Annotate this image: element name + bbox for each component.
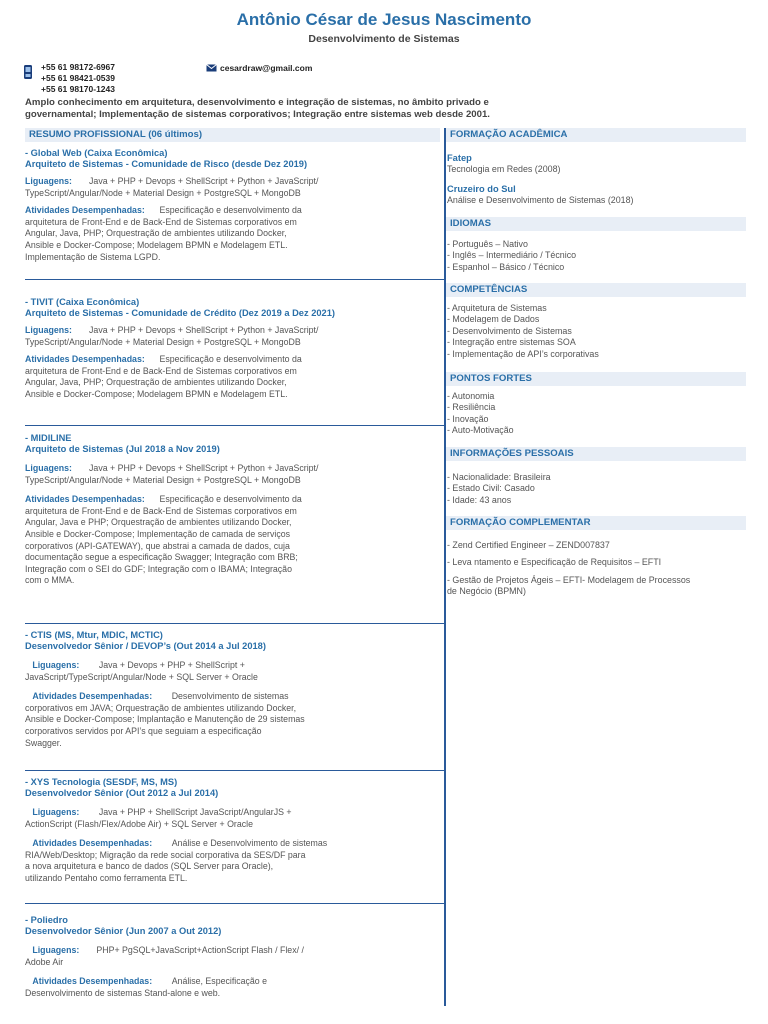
- job-company: - Poliedro: [25, 915, 68, 925]
- list-item: - Implementação de API’s corporativas: [447, 348, 599, 359]
- activities-text: Ansible e Docker-Compose; Modelagem BPMN e Modelagem ETL.: [25, 239, 288, 250]
- languages-text: Java + PHP + Devops + ShellScript + Python + JavaScript/: [89, 325, 319, 335]
- activities-text: Angular, Java e PHP; Orquestração de ambientes utilizando Docker,: [25, 517, 292, 528]
- section-header-skills: COMPETÊNCIAS: [446, 283, 746, 297]
- list-item: - Arquitetura de Sistemas: [447, 303, 547, 313]
- job-entry: [25, 148, 440, 263]
- phone-number: +55 61 98172-6967: [41, 62, 115, 72]
- candidate-subtitle: Desenvolvimento de Sistemas: [308, 33, 460, 45]
- list-item: - Espanhol – Básico / Técnico: [447, 261, 565, 272]
- list-item: - Idade: 43 anos: [447, 494, 512, 505]
- personal-info-list: [447, 472, 747, 506]
- complementary-list: [447, 540, 747, 598]
- list-item: - Gestão de Projetos Ágeis – EFTI- Modelagem de Processos de Negócio (BPMN): [447, 574, 691, 597]
- course-name: Análise e Desenvolvimento de Sistemas (2018): [447, 195, 634, 206]
- job-company: - CTIS (MS, Mtur, MDIC, MCTIC): [25, 630, 163, 640]
- languages-label: Liguagens:: [32, 945, 80, 955]
- candidate-name: Antônio César de Jesus Nascimento: [236, 10, 532, 29]
- activities-text: Análise e Desenvolvimento de sistemas: [171, 838, 328, 849]
- languages-label: Liguagens:: [25, 176, 72, 186]
- languages-text: JavaScript/TypeScript/Angular/Node + SQL Server + Oracle: [25, 671, 258, 682]
- activities-label: Atividades Desempenhadas:: [32, 838, 153, 849]
- activities-label: Atividades Desempenhadas:: [32, 691, 153, 702]
- list-item: - Inglês – Intermediário / Técnico: [447, 250, 577, 261]
- job-divider: [25, 623, 444, 624]
- course-name: Tecnologia em Redes (2008): [447, 164, 561, 175]
- strengths-list: [447, 391, 747, 437]
- activities-text: arquitetura de Front-End e de Back-End de Sistemas corporativos em: [25, 216, 297, 227]
- activities-text: Análise, Especificação e: [171, 976, 268, 987]
- section-header-education: FORMAÇÃO ACADÊMICA: [446, 128, 746, 142]
- activities-text: Ansible e Docker-Compose; Implementação de camada de serviços: [25, 528, 291, 539]
- activities-text: Especificação e desenvolvimento da: [159, 354, 302, 365]
- activities-text: utilizando Pentaho como ferramenta ETL.: [25, 872, 188, 883]
- job-divider: [25, 770, 444, 771]
- languages-label: Liguagens:: [25, 325, 72, 335]
- job-role: Arquiteto de Sistemas - Comunidade de Risco (desde Dez 2019): [25, 159, 308, 169]
- languages-text: Java + PHP + Devops + ShellScript + Python + JavaScript/: [89, 463, 319, 473]
- phone-icon: [23, 64, 33, 80]
- email-address[interactable]: cesardraw@gmail.com: [220, 63, 313, 73]
- job-role: Arquiteto de Sistemas - Comunidade de Crédito (Dez 2019 a Dez 2021): [25, 308, 335, 318]
- activities-text: corporativos (API-GATEWAY), que abstrai a camada de dados, cuja: [25, 540, 290, 551]
- languages-text: Java + PHP + ShellScript JavaScript/AngularJS +: [98, 807, 292, 817]
- mail-icon: [206, 64, 217, 72]
- skills-list: [447, 303, 747, 360]
- job-entry: [25, 915, 440, 999]
- institution-name: Fatep: [447, 153, 472, 163]
- activities-text: Implementação de Sistema LGPD.: [25, 251, 161, 262]
- job-company: - MIDILINE: [25, 433, 72, 443]
- activities-text: Especificação e desenvolvimento da: [159, 205, 302, 216]
- list-item: - Modelagem de Dados: [447, 314, 540, 325]
- column-divider: [444, 128, 446, 1006]
- activities-text: corporativos em JAVA; Orquestração de ambientes utilizando Docker,: [25, 702, 297, 713]
- job-entry: [25, 777, 440, 885]
- activities-text: Integração com o SEI do GDF; Integração com o IBAMA; Integração: [25, 563, 292, 574]
- activities-text: Ansible e Docker-Compose; Modelagem BPMN e Modelagem ETL.: [25, 388, 288, 399]
- activities-label: Atividades Desempenhadas:: [25, 494, 145, 505]
- phone-list: [41, 62, 115, 95]
- activities-text: Especificação e desenvolvimento da: [159, 494, 302, 505]
- activities-label: Atividades Desempenhadas:: [25, 354, 145, 365]
- job-entry: [25, 630, 440, 749]
- activities-text: documentação segue a especificação Swagger; Integração com BRB;: [25, 552, 298, 563]
- job-company: - XYS Tecnologia (SESDF, MS, MS): [25, 777, 178, 787]
- job-divider: [25, 279, 444, 280]
- languages-label: Liguagens:: [32, 807, 80, 817]
- section-header-languages: IDIOMAS: [446, 217, 746, 231]
- job-role: Arquiteto de Sistemas (Jul 2018 a Nov 2019): [25, 444, 220, 454]
- section-header-complementary: FORMAÇÃO COMPLEMENTAR: [446, 516, 746, 530]
- list-item: - Autonomia: [447, 391, 495, 401]
- activities-text: arquitetura de Front-End e de Back-End de Sistemas corporativos em: [25, 505, 297, 516]
- activities-text: com o MMA.: [25, 575, 75, 586]
- languages-label: Liguagens:: [25, 463, 72, 473]
- languages-text: TypeScript/Angular/Node + Material Design + PostgreSQL + MongoDB: [25, 336, 301, 347]
- job-divider: [25, 903, 444, 904]
- list-item: - Auto-Motivação: [447, 425, 514, 436]
- languages-text: ActionScript (Flash/Flex/Adobe Air) + SQL Server + Oracle: [25, 818, 253, 829]
- job-role: Desenvolvedor Sênior / DEVOP’s (Out 2014 a Jul 2018): [25, 641, 266, 651]
- activities-text: Swagger.: [25, 737, 62, 748]
- job-entry: [25, 297, 440, 401]
- list-item: - Integração entre sistemas SOA: [447, 337, 576, 348]
- activities-label: Atividades Desempenhadas:: [25, 205, 145, 216]
- activities-text: RIA/Web/Desktop; Migração da rede social corporativa da SES/DF para: [25, 849, 306, 860]
- section-header-experience: RESUMO PROFISSIONAL (06 últimos): [25, 128, 440, 142]
- list-item: - Resiliência: [447, 402, 496, 413]
- job-role: Desenvolvedor Sênior (Jun 2007 a Out 2012): [25, 926, 222, 936]
- job-divider: [25, 425, 444, 426]
- phone-number: +55 61 98170-1243: [41, 84, 115, 94]
- list-item: - Português – Nativo: [447, 239, 528, 249]
- list-item: - Inovação: [447, 413, 489, 424]
- section-header-strengths: PONTOS FORTES: [446, 372, 746, 386]
- languages-label: Liguagens:: [32, 660, 80, 670]
- activities-text: Angular, Java, PHP; Orquestração de ambientes utilizando Docker,: [25, 228, 287, 239]
- languages-text: TypeScript/Angular/Node + Material Design + PostgreSQL + MongoDB: [25, 474, 301, 485]
- activities-text: arquitetura de Front-End e de Back-End de Sistemas corporativos em: [25, 365, 297, 376]
- institution-name: Cruzeiro do Sul: [447, 183, 516, 194]
- job-role: Desenvolvedor Sênior (Out 2012 a Jul 2014): [25, 788, 219, 798]
- phone-number: +55 61 98421-0539: [41, 73, 115, 83]
- list-item: - Desenvolvimento de Sistemas: [447, 325, 572, 336]
- activities-text: a nova arquitetura e banco de dados (SQL Server para Oracle),: [25, 861, 274, 872]
- activities-text: Desenvolvimento de sistemas: [171, 691, 289, 702]
- activities-text: Ansible e Docker-Compose; Implantação e Manutenção de 29 sistemas: [25, 714, 305, 725]
- professional-summary: Amplo conhecimento em arquitetura, desenvolvimento e integração de sistemas, no âmbito privado e governamental; Implementação de sistemas corporativos; Integração entre sistemas web desde 2001.: [25, 97, 490, 120]
- languages-text: PHP+ PgSQL+JavaScript+ActionScript Flash / Flex/ /: [96, 945, 304, 955]
- job-entry: [25, 433, 440, 587]
- languages-text: Java + PHP + Devops + ShellScript + Python + JavaScript/: [89, 176, 319, 186]
- activities-text: Angular, Java, PHP; Orquestração de ambientes utilizando Docker,: [25, 377, 287, 388]
- job-company: - Global Web (Caixa Econômica): [25, 148, 168, 158]
- languages-text: TypeScript/Angular/Node + Material Design + PostgreSQL + MongoDB: [25, 187, 301, 198]
- education-list: [447, 153, 747, 207]
- list-item: - Leva ntamento e Especificação de Requisitos – EFTI: [447, 557, 662, 568]
- languages-text: Java + Devops + PHP + ShellScript +: [98, 660, 245, 670]
- list-item: - Nacionalidade: Brasileira: [447, 472, 551, 482]
- activities-text: Desenvolvimento de sistemas Stand-alone e web.: [25, 987, 221, 998]
- languages-list: [447, 239, 747, 273]
- languages-text: Adobe Air: [25, 956, 64, 967]
- activities-text: corporativos servidos por API’s que seguiam a especificação: [25, 725, 262, 736]
- section-header-personal: INFORMAÇÕES PESSOAIS: [446, 447, 746, 461]
- list-item: - Zend Certified Engineer – ZEND007837: [447, 540, 610, 550]
- job-company: - TIVIT (Caixa Econômica): [25, 297, 140, 307]
- activities-label: Atividades Desempenhadas:: [32, 976, 153, 987]
- list-item: - Estado Civil: Casado: [447, 483, 535, 494]
